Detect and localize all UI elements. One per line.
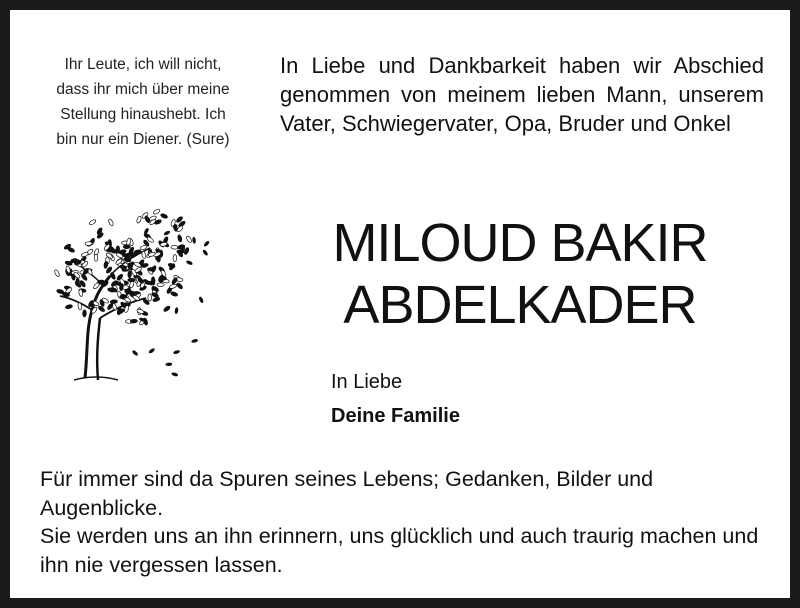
name-line-2: ABDELKADER xyxy=(343,275,697,335)
falling-leaf xyxy=(192,237,196,244)
signature-family: Deine Familie xyxy=(331,405,460,427)
falling-leaf xyxy=(186,260,194,266)
leaf xyxy=(168,263,176,269)
falling-leaf xyxy=(165,362,172,366)
leaf xyxy=(163,305,171,312)
leaf xyxy=(159,276,166,280)
leaf xyxy=(108,218,114,226)
closing-line-1: Für immer sind da Spuren seines Lebens; Gedanken, Bilder und Augenblicke. xyxy=(40,467,654,520)
leaf xyxy=(152,297,160,303)
falling-leaf xyxy=(202,249,209,256)
leaf xyxy=(83,310,87,317)
leaf xyxy=(110,272,116,280)
leaf xyxy=(176,282,184,290)
leaf xyxy=(186,235,193,243)
signature-prefix: In Liebe xyxy=(331,371,403,393)
leaf xyxy=(151,277,155,284)
quote-line: Stellung hinaushebt. Ich xyxy=(60,106,226,123)
intro-text: In Liebe und Dankbarkeit haben wir Abschied genommen von meinem lieben Mann, unserem Vater, Schwiegervater, Opa, Bruder und Onkel xyxy=(280,53,764,136)
quote-block xyxy=(36,52,250,152)
quote-line: dass ihr mich über meine xyxy=(56,81,230,98)
leaf xyxy=(85,242,92,246)
leaf xyxy=(65,304,73,309)
leaf xyxy=(144,215,151,223)
leaf xyxy=(130,319,138,323)
falling-leaf xyxy=(171,372,179,377)
leaf xyxy=(160,213,168,219)
leaf xyxy=(119,283,123,290)
falling-leaf xyxy=(203,240,210,247)
quote-line: Ihr Leute, ich will nicht, xyxy=(64,56,222,73)
leaf xyxy=(89,219,97,226)
leaf xyxy=(148,267,155,271)
leaf xyxy=(157,283,164,287)
falling-leaf xyxy=(191,338,198,343)
falling-leaf xyxy=(173,349,180,354)
leaf xyxy=(94,254,98,261)
leaf xyxy=(107,303,114,311)
leaf xyxy=(110,280,118,288)
leaf xyxy=(128,270,132,277)
leaf xyxy=(153,208,161,215)
falling-leaf xyxy=(131,349,138,356)
leaf xyxy=(119,264,127,269)
falling-leaf xyxy=(148,347,156,354)
leaf xyxy=(173,254,177,261)
falling-leaf xyxy=(198,296,204,304)
leaf xyxy=(120,295,127,299)
leaf xyxy=(128,278,135,282)
leaf xyxy=(98,305,106,312)
leaf xyxy=(104,261,109,269)
leaf xyxy=(148,294,152,301)
name-line-1: MILOUD BAKIR xyxy=(332,213,708,273)
leaf xyxy=(170,291,178,297)
leaf xyxy=(54,269,60,277)
falling-leaf xyxy=(163,230,171,236)
closing-line-2: Sie werden uns an ihn erinnern, uns glücklich und auch traurig machen und ihn nie vergessen lassen. xyxy=(40,524,759,577)
leaf xyxy=(169,284,177,290)
obituary-card xyxy=(10,10,790,598)
leaf xyxy=(123,245,130,249)
quote-line: bin nur ein Diener. (Sure) xyxy=(56,131,230,148)
closing-text xyxy=(40,465,770,579)
falling-leaf xyxy=(174,307,178,314)
tree-icon xyxy=(40,190,215,385)
leaf xyxy=(136,216,142,224)
leaf xyxy=(141,251,146,259)
leaf xyxy=(177,234,182,242)
deceased-name xyxy=(270,212,770,336)
